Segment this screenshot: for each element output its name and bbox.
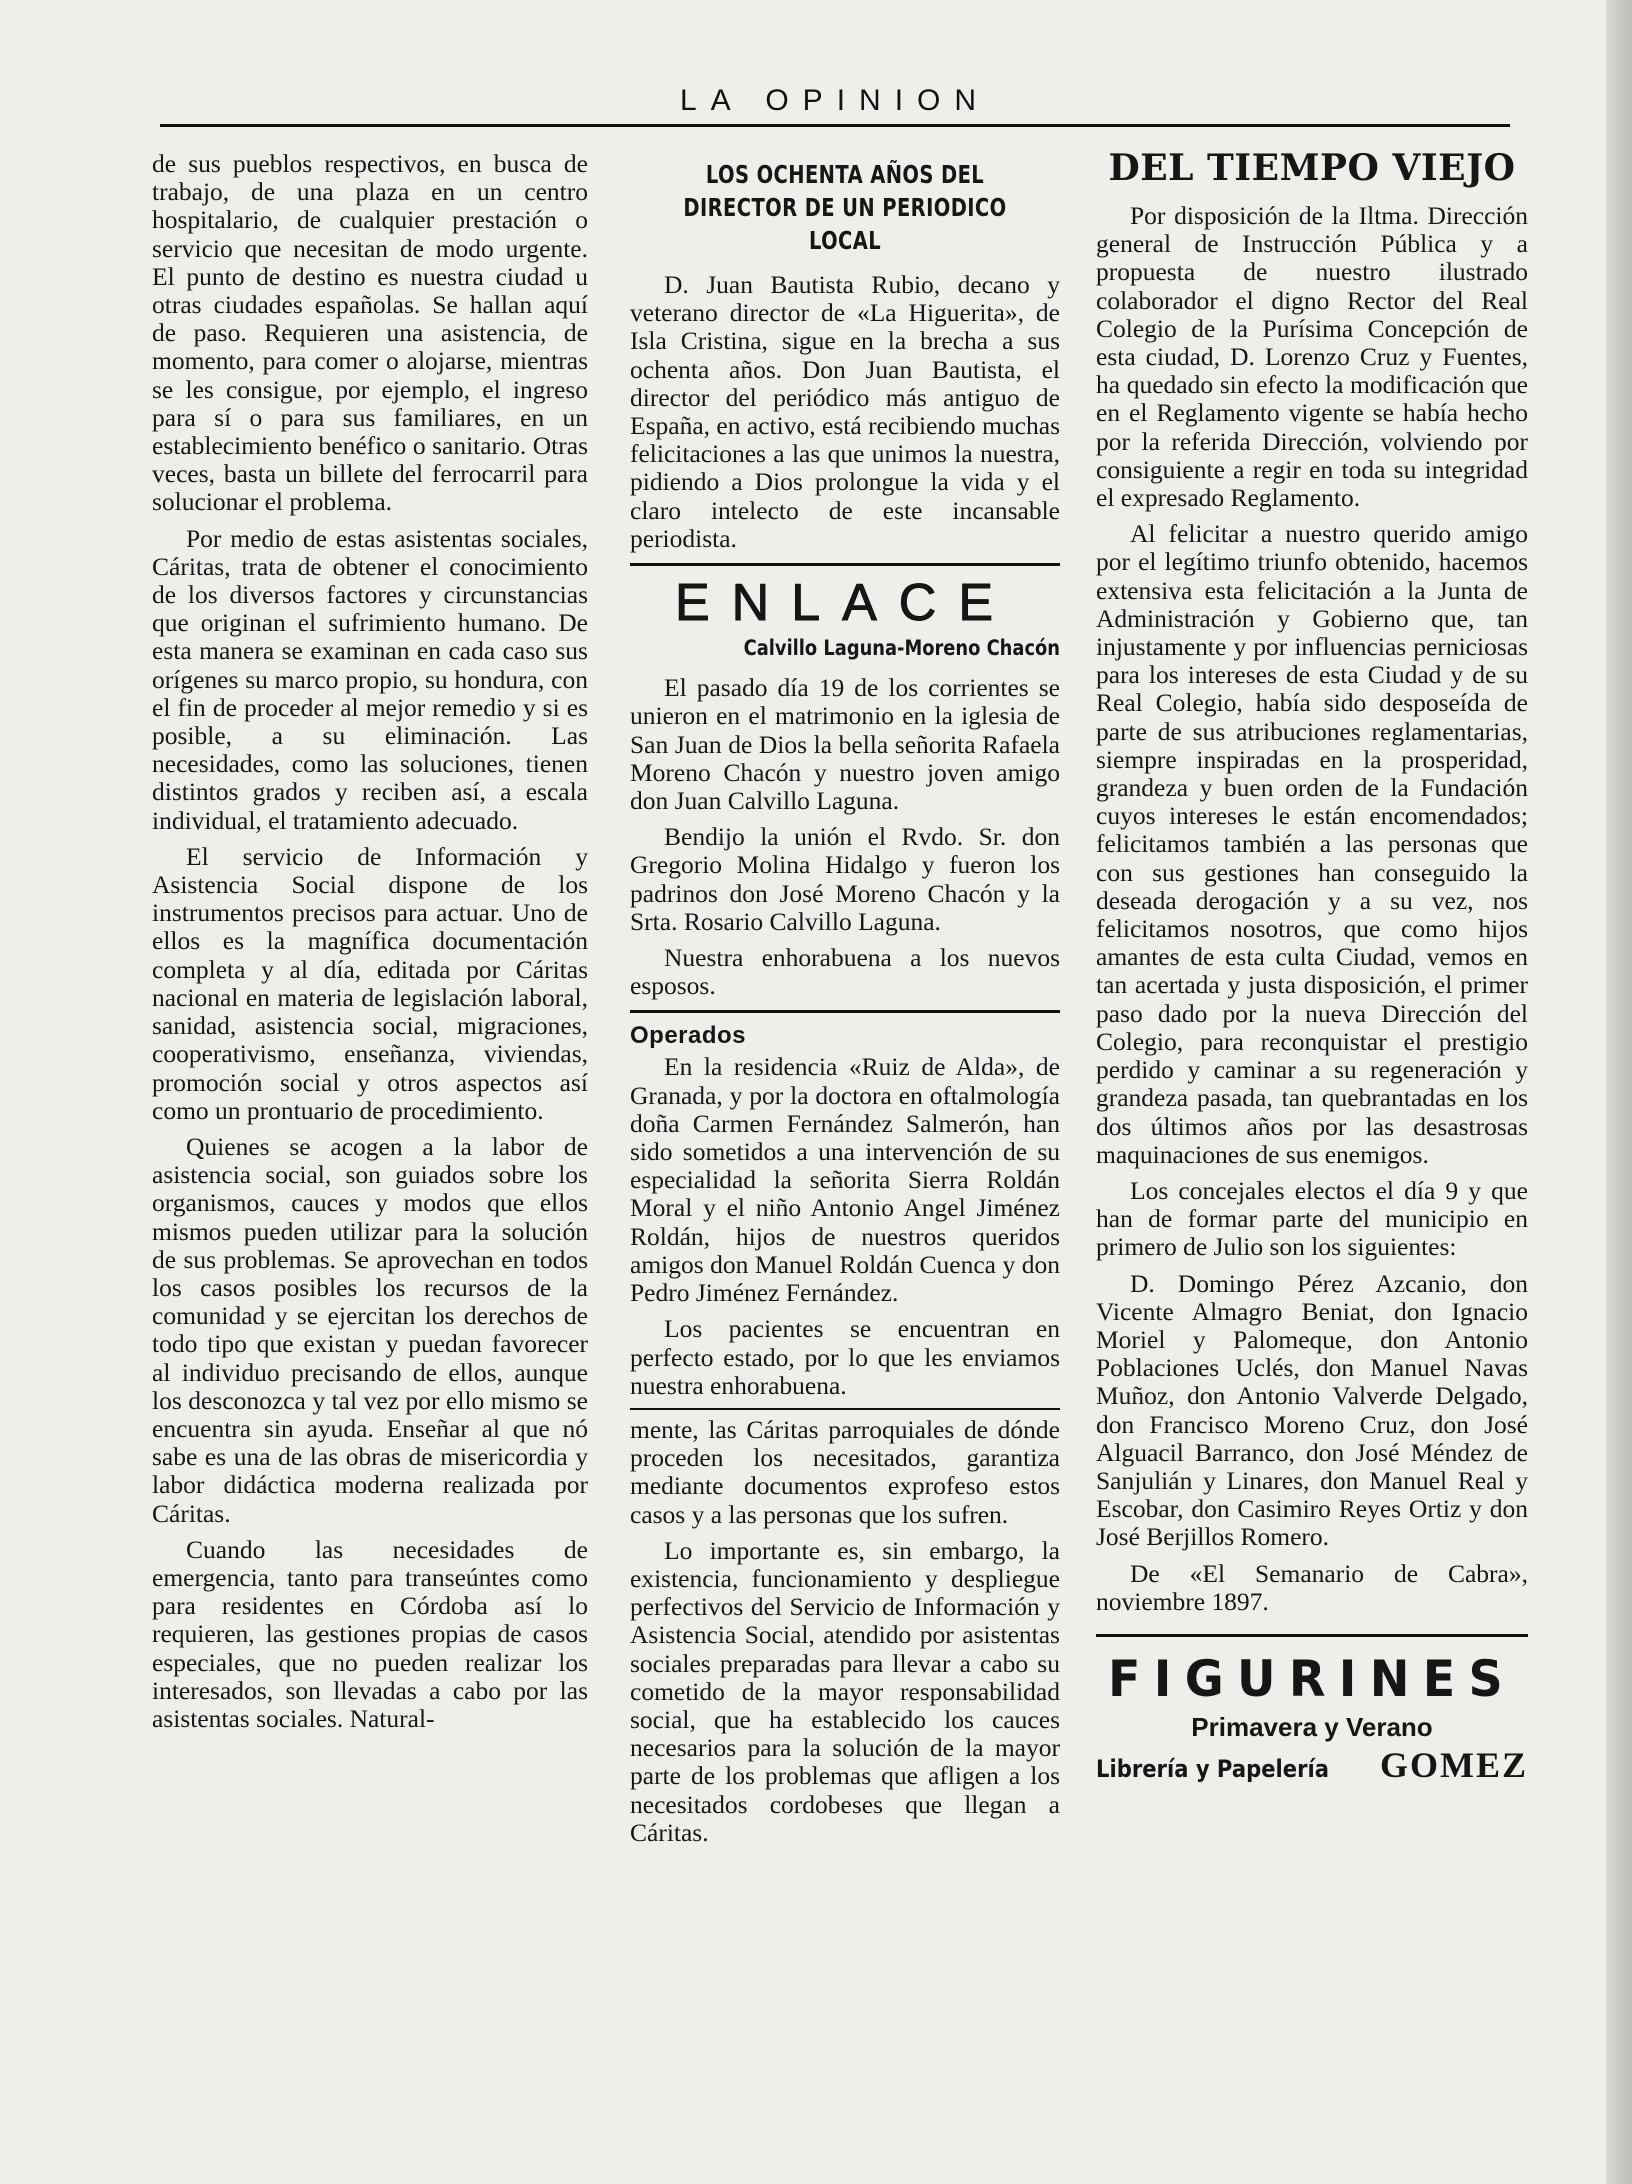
section-divider <box>630 1010 1060 1013</box>
article-headline-ochenta-anos: LOS OCHENTA AÑOS DEL DIRECTOR DE UN PERIODICO LOCAL <box>683 160 1007 255</box>
enlace-byline: Calvillo Laguna-Moreno Chacón <box>743 636 1060 661</box>
col1-paragraph: Quienes se acogen a la labor de asistencia social, son guiados sobre los organismos, cauces y modos que ellos mismos pueden utilizar para la solución de sus problemas. Se aprovechan en todos los casos posibles los recursos de la comunidad y se ejercitan los derechos de todo tipo que existan y puedan favorecer al individuo precisando de ellos, aunque los desconozca y tal vez por ello mismo se encuentra sin ayuda. Enseñar al que nó sabe es una de las obras de misericordia y labor didáctica moderna realizada por Cáritas. <box>152 1131 588 1528</box>
del-tiempo-viejo-title: DEL TIEMPO VIEJO <box>1108 150 1516 189</box>
column-1 <box>152 150 588 2100</box>
masthead-rule <box>160 124 1510 127</box>
col3-paragraph: D. Domingo Pérez Azcanio, don Vicente Almagro Beniat, don Ignacio Moriel y Palomeque, don Antonio Poblaciones Uclés, don Manuel Navas Muñoz, don Antonio Valverde Delgado, don Francisco Moreno Cruz, don José Alguacil Barranco, don José Méndez de Sanjulián y Linares, don Manuel Real y Escobar, don Casimiro Reyes Ortiz y don José Berjillos Romero. <box>1096 1268 1528 1552</box>
enlace-paragraph: Bendijo la unión el Rvdo. Sr. don Gregorio Molina Hidalgo y fueron los padrinos don José Moreno Chacón y la Srta. Rosario Calvillo Laguna. <box>630 822 1060 936</box>
operados-title: Operados <box>630 1022 747 1050</box>
page-edge-shadow <box>1606 0 1632 2184</box>
column-3 <box>1096 150 1528 2100</box>
col1-paragraph: Por medio de estas asistentas sociales, Cáritas, trata de obtener el conocimiento de los diversos factores y circunstancias que originan el sufrimiento humano. De esta manera se examinan en cada caso sus orígenes su marco propio, su hondura, con el fin de proceder al mejor remedio y si es posible, a su eliminación. Las necesidades, como las soluciones, tienen distintos grados y reciben así, a escala individual, el tratamiento adecuado. <box>152 523 588 835</box>
col1-paragraph: de sus pueblos respectivos, en busca de trabajo, de una plaza en un centro hospitalario, de cualquier prestación o servicio que necesitan de modo urgente. El punto de destino es nuestra ciudad u otras ciudades españolas. Se hallan aquí de paso. Requieren una asistencia, de momento, para comer o alojarse, mientras se les consigue, por ejemplo, el ingreso para sí o para sus familiares, en un establecimiento benéfico o sanitario. Otras veces, basta un billete del ferrocarril para solucionar el problema. <box>152 150 588 517</box>
col3-paragraph: Al felicitar a nuestro querido amigo por el legítimo triunfo obtenido, hacemos extensiva esta felicitación a la Junta de Administración y Gobierno que, tan injustamente y por influencias perniciosas para los intereses de esta Ciudad y de su Real Colegio, había sido desposeída de parte de sus atribuciones reglamentarias, siempre inspiradas en la prosperidad, grandeza y buen orden de la Fundación cuyos intereses le están encomendados; felicitamos también a las personas que con sus gestiones han conseguido la deseada derogación y a su vez, nos felicitamos nosotros, que como hijos amantes de esta culta Ciudad, vemos en tan acertada y justa disposición, el primer paso dado por la nueva Dirección del Colegio, para reconquistar el prestigio perdido y caminar a su regeneración y grandeza pasada, tan quebrantadas en los dos últimos años por las desastrosas maquinaciones de sus enemigos. <box>1096 519 1528 1169</box>
col1-paragraph: El servicio de Información y Asistencia Social dispone de los instrumentos precisos para actuar. Uno de ellos es la magnífica documentación completa y al día, editada por Cáritas nacional en materia de legislación laboral, sanidad, asistencia social, migraciones, cooperativismo, enseñanza, viviendas, promoción social y otros aspectos así como un prontuario de procedimiento. <box>152 841 588 1125</box>
ad-subtitle: Primavera y Verano <box>1191 1711 1433 1742</box>
continuation-paragraph: mente, las Cáritas parroquiales de dónde proceden los necesitados, garantiza mediante documentos exprofeso estos casos y a las personas que los sufren. <box>630 1414 1060 1529</box>
operados-paragraph: Los pacientes se encuentran en perfecto estado, por lo que les enviamos nuestra enhorabuena. <box>630 1314 1060 1400</box>
ad-shop-brand: GOMEZ <box>1379 1745 1528 1786</box>
enlace-paragraph: Nuestra enhorabuena a los nuevos esposos. <box>630 943 1060 1001</box>
section-divider <box>630 563 1060 566</box>
section-divider <box>630 1408 1060 1410</box>
col1-paragraph: Cuando las necesidades de emergencia, tanto para transeúntes como para residentes en Córdoba así lo requieren, las gestiones propias de casos especiales, que no pueden realizar los interesados, son llevadas a cabo por las asistentas sociales. Natural- <box>152 1534 588 1733</box>
column-2 <box>630 150 1060 2100</box>
ad-title: FIGURINES <box>1107 1649 1517 1708</box>
enlace-paragraph: El pasado día 19 de los corrientes se unieron en el matrimonio en la iglesia de San Juan de Dios la bella señorita Rafaela Moreno Chacón y nuestro joven amigo don Juan Calvillo Laguna. <box>630 673 1060 816</box>
article-paragraph: D. Juan Bautista Rubio, decano y veterano director de «La Higuerita», de Isla Cristina, sigue en la brecha a sus ochenta años. Don Juan Bautista, el director del periódico más antiguo de España, en activo, está recibiendo muchas felicitaciones a las que unimos la nuestra, pidiendo a Dios prolongue la vida y el claro intelecto de este incansable periodista. <box>630 270 1060 553</box>
figurines-advertisement <box>1096 1634 1528 1786</box>
operados-paragraph: En la residencia «Ruiz de Alda», de Granada, y por la doctora en oftalmología doña Carmen Fernández Salmerón, han sido sometidos a una intervención de su especialidad la señorita Sierra Roldán Moral y el niño Antonio Angel Jiménez Roldán, hijos de nuestros queridos amigos don Manuel Roldán Cuenca y don Pedro Jiménez Fernández. <box>630 1052 1060 1308</box>
col3-paragraph: Por disposición de la Iltma. Dirección general de Instrucción Pública y a propuesta de nuestro ilustrado colaborador el digno Rector del Real Colegio de la Purísima Concepción de esta ciudad, D. Lorenzo Cruz y Fuentes, ha quedado sin efecto la modificación que en el Reglamento vigente se había hecho por la referida Dirección, volviendo por consiguiente a regir en toda su integridad el expresado Reglamento. <box>1096 201 1528 513</box>
ad-shop-line <box>1096 1745 1528 1786</box>
masthead: LA OPINION <box>679 84 991 117</box>
ad-shop-name: Librería y Papelería <box>1096 1755 1330 1784</box>
continuation-paragraph: Lo importante es, sin embargo, la existencia, funcionamiento y despliegue perfectivos del Servicio de Información y Asistencia Social, atendido por asistentas sociales preparadas para llevar a cabo su cometido de la mayor responsabilidad social, que ha establecido los cauces necesarios para la solución de la mayor parte de los problemas que afligen a los necesitados cordobeses que llegan a Cáritas. <box>630 1535 1060 1847</box>
col3-paragraph: De «El Semanario de Cabra», noviembre 1897. <box>1096 1558 1528 1616</box>
enlace-title: ENLACE <box>674 574 1016 633</box>
col3-paragraph: Los concejales electos el día 9 y que han de formar parte del municipio en primero de Julio son los siguientes: <box>1096 1175 1528 1262</box>
